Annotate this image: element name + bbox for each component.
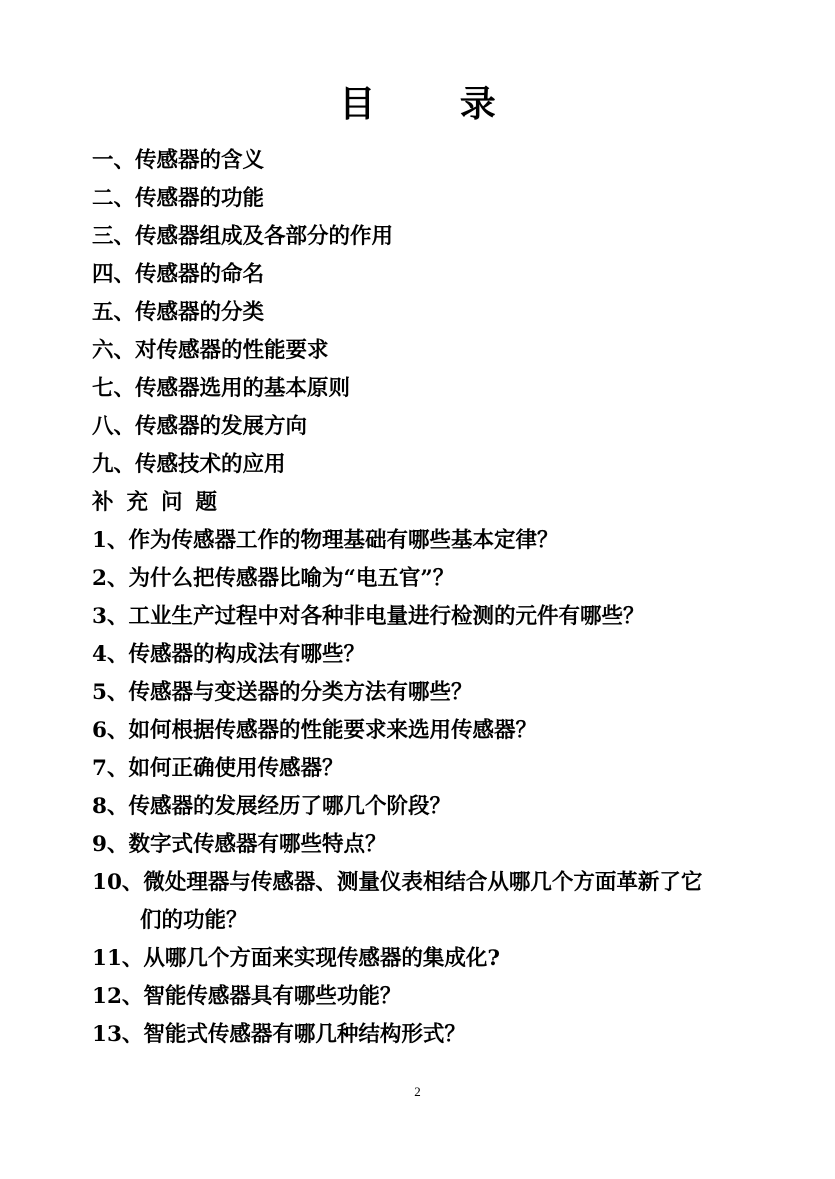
- question-item: 1、作为传感器工作的物理基础有哪些基本定律？: [92, 528, 559, 553]
- toc-item: 七、传感器选用的基本原则: [92, 376, 351, 401]
- question-item: 12、智能传感器具有哪些功能？: [92, 984, 402, 1009]
- toc-item: 三、传感器组成及各部分的作用: [92, 224, 394, 249]
- toc-item: 一、传感器的含义: [92, 148, 265, 173]
- page-number: 2: [414, 1084, 421, 1099]
- question-item: 4、传感器的构成法有哪些？: [92, 642, 365, 667]
- table-of-contents: [92, 142, 782, 1054]
- question-item: 11、从哪几个方面来实现传感器的集成化?: [92, 946, 501, 971]
- toc-item: 二、传感器的功能: [92, 186, 265, 211]
- question-10-line1: 10、微处理器与传感器、测量仪表相结合从哪几个方面革新了它: [92, 870, 703, 895]
- question-item-10: [92, 864, 782, 940]
- toc-item: 四、传感器的命名: [92, 262, 265, 287]
- question-10-line2: 们的功能？: [140, 908, 248, 933]
- page-title: 目 录: [339, 83, 532, 125]
- question-item: 7、如何正确使用传感器？: [92, 756, 344, 781]
- question-item: 2、为什么把传感器比喻为“电五官”？: [92, 566, 455, 591]
- supplement-heading-text: 补充问题: [92, 490, 231, 515]
- question-item: 6、如何根据传感器的性能要求来选用传感器？: [92, 718, 537, 743]
- toc-item: 五、传感器的分类: [92, 300, 265, 325]
- toc-item: 八、传感器的发展方向: [92, 414, 308, 439]
- toc-item: 六、对传感器的性能要求: [92, 338, 329, 363]
- question-item: 5、传感器与变送器的分类方法有哪些？: [92, 680, 473, 705]
- question-item: 8、传感器的发展经历了哪几个阶段？: [92, 794, 451, 819]
- toc-item: 九、传感技术的应用: [92, 452, 286, 477]
- supplement-heading: [92, 484, 782, 522]
- question-item: 3、工业生产过程中对各种非电量进行检测的元件有哪些？: [92, 604, 645, 629]
- question-item: 9、数字式传感器有哪些特点？: [92, 832, 387, 857]
- question-item: 13、智能式传感器有哪几种结构形式？: [92, 1022, 466, 1047]
